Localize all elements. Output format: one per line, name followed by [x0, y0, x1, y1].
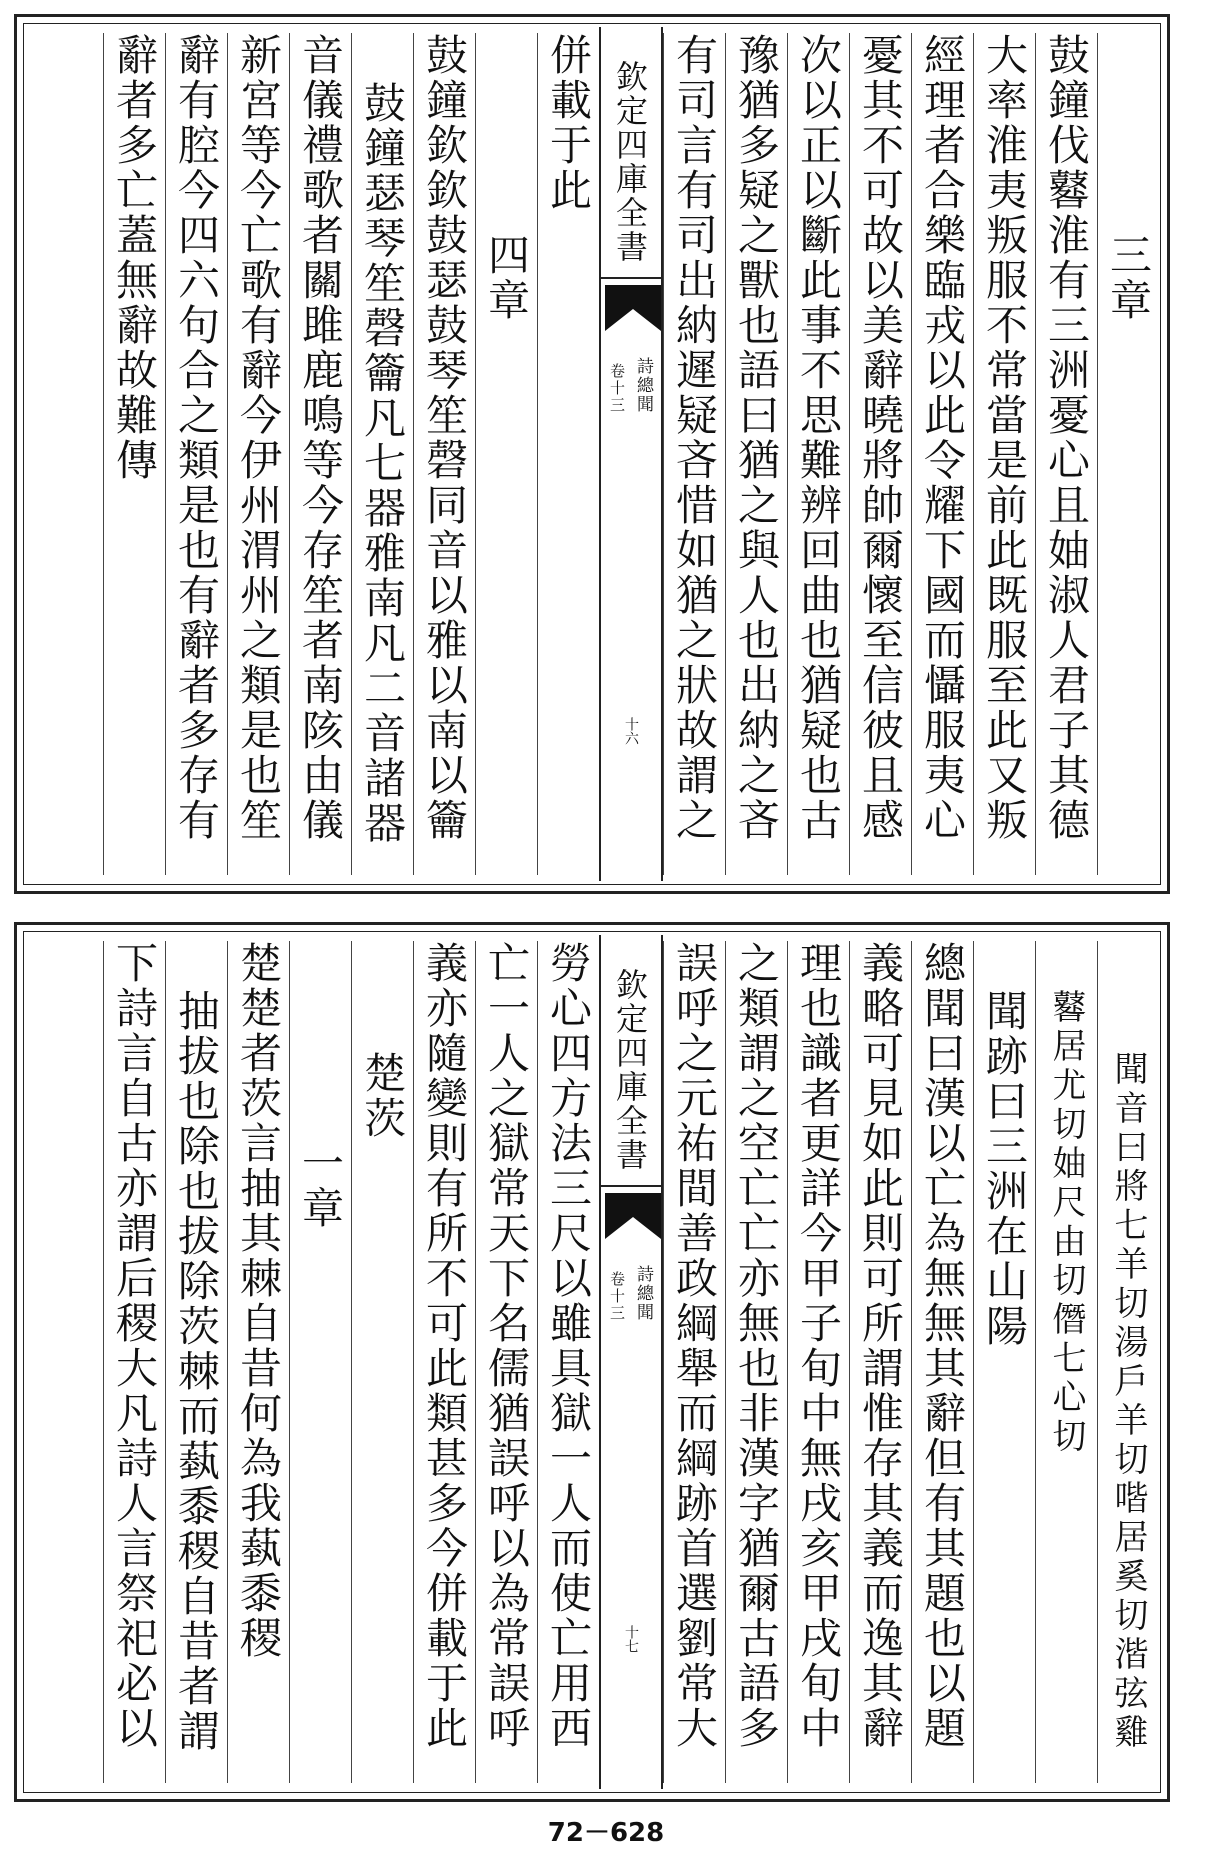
text-column: 四章	[475, 33, 537, 875]
text-column: 總聞曰漢以亡為無無其辭但有其題也以題	[911, 941, 973, 1783]
center-fold-column	[599, 935, 663, 1789]
text-column: 併載于此	[537, 33, 599, 875]
text-column: 豫猶多疑之獸也語曰猶之與人也出納之吝	[725, 33, 787, 875]
text-column: 憂其不可故以美辭曉將帥爾懷至信彼且感	[849, 33, 911, 875]
text-column: 音儀禮歌者關雎鹿鳴等今存笙者南陔由儀	[289, 33, 351, 875]
text-column: 下詩言自古亦謂后稷大凡詩人言祭祀必以	[103, 941, 165, 1783]
text-column: 聞音曰將七羊切湯戶羊切喈居奚切湝弦雞	[1097, 941, 1159, 1783]
text-column: 三章	[1097, 33, 1159, 875]
page-number: 72－628	[547, 1818, 665, 1848]
lower-page-frame	[14, 922, 1170, 1802]
collection-title: 欽定四庫全書	[601, 955, 661, 1187]
text-column: 次以正以斷此事不思難辨回曲也猶疑也古	[787, 33, 849, 875]
volume-label: 卷十三	[608, 1271, 626, 1322]
text-column: 義亦隨變則有所不可此類甚多今併載于此	[413, 941, 475, 1783]
upper-page-frame	[14, 14, 1170, 894]
text-column: 一章	[289, 941, 351, 1783]
text-column: 抽拔也除也拔除茨棘而蓺黍稷自昔者謂	[165, 941, 227, 1783]
collection-title: 欽定四庫全書	[601, 47, 661, 279]
leaf-number: 十七	[623, 1625, 639, 1653]
fishtail-mark-icon	[605, 285, 661, 331]
book-name: 詩總聞	[633, 1265, 653, 1322]
text-column: 辭有腔今四六句合之類是也有辭者多存有	[165, 33, 227, 875]
text-column: 鼓鐘瑟琴笙磬籥凡七器雅南凡二音諸器	[351, 33, 413, 875]
text-column: 聞跡曰三洲在山陽	[973, 941, 1035, 1783]
text-column: 經理者合樂臨戎以此令耀下國而懾服夷心	[911, 33, 973, 875]
book-name: 詩總聞	[633, 357, 653, 414]
text-column: 楚楚者茨言抽其棘自昔何為我蓺黍稷	[227, 941, 289, 1783]
text-column: 勞心四方法三尺以雖具獄一人而使亡用西	[537, 941, 599, 1783]
text-column: 鼓鐘欽欽鼓瑟鼓琴笙磬同音以雅以南以籥	[413, 33, 475, 875]
text-column: 辭者多亡蓋無辭故難傳	[103, 33, 165, 875]
text-column: 大率淮夷叛服不常當是前此既服至此又叛	[973, 33, 1035, 875]
text-column: 誤呼之元祐間善政綱舉而綱跡首選劉常大	[663, 941, 725, 1783]
center-fold-column	[599, 27, 663, 881]
text-column: 鼓鐘伐鼛淮有三洲憂心且妯淑人君子其德	[1035, 33, 1097, 875]
leaf-number: 十六	[623, 717, 639, 745]
text-column: 鼛居尤切妯尺由切僭七心切	[1035, 941, 1097, 1783]
text-column: 義略可見如此則可所謂惟存其義而逸其辭	[849, 941, 911, 1783]
fishtail-mark-icon	[605, 1193, 661, 1239]
text-column: 亡一人之獄常天下名儒猶誤呼以為常誤呼	[475, 941, 537, 1783]
text-column: 新宮等今亡歌有辭今伊州渭州之類是也笙	[227, 33, 289, 875]
volume-label: 卷十三	[608, 363, 626, 414]
text-column: 理也識者更詳今甲子旬中無戌亥甲戌旬中	[787, 941, 849, 1783]
text-column: 之類謂之空亡亡亦無也非漢字猶爾古語多	[725, 941, 787, 1783]
text-column: 楚茨	[351, 941, 413, 1783]
text-column: 有司言有司出納遲疑吝惜如猶之狀故謂之	[663, 33, 725, 875]
